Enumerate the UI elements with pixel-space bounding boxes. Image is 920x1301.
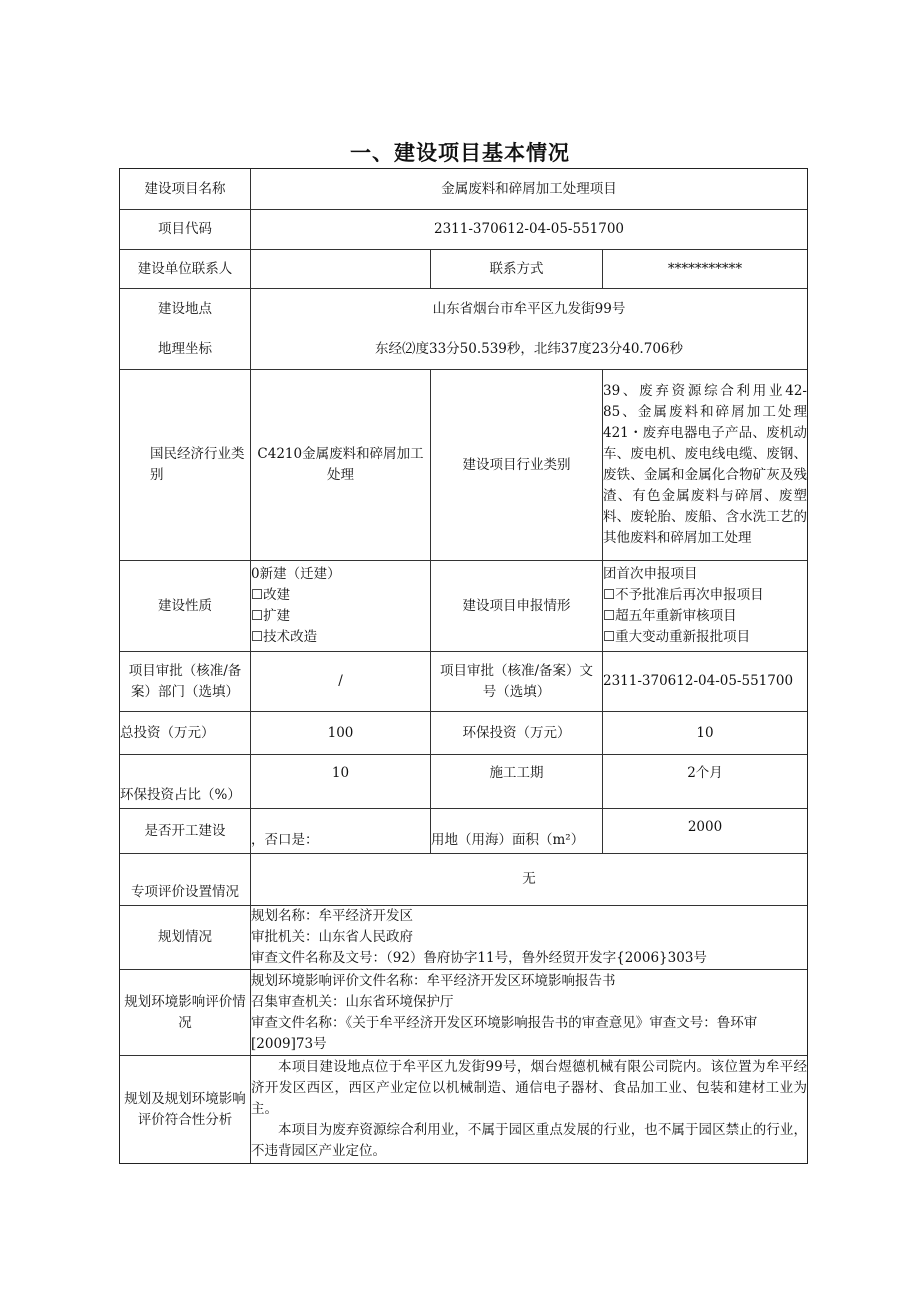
label-project-code: 项目代码: [120, 210, 251, 250]
value-approval-number: 2311-370612-04-05-551700: [603, 652, 807, 712]
value-coordinates: 东经⑵度33分50.539秒，北纬37度23分40.706秒: [374, 340, 683, 357]
page-title: 一、建设项目基本情况: [350, 141, 570, 165]
declaration-option-five-year[interactable]: ☐超五年重新审核项目: [603, 608, 737, 624]
value-contact-method: ***********: [603, 250, 807, 289]
declaration-type-options: [603, 561, 807, 652]
label-national-industry: 国民经济行业类别: [120, 370, 251, 561]
label-started: 是否开工建设: [120, 809, 251, 854]
label-construction-nature: 建设性质: [120, 561, 251, 652]
declaration-option-major-change[interactable]: ☐重大变动重新报批项目: [603, 629, 751, 645]
label-env-ratio: 环保投资占比（%）: [120, 755, 251, 809]
label-coordinates: 地理坐标: [158, 340, 212, 357]
planning-document: 审查文件名称及文号：（92）鲁府协字11号，鲁外经贸开发字{2006}303号: [251, 950, 707, 966]
construction-nature-options: [251, 561, 431, 652]
label-env-investment: 环保投资（万元）: [431, 712, 603, 755]
label-contact-method: 联系方式: [431, 250, 603, 289]
planning-authority: 审批机关：山东省人民政府: [251, 929, 413, 945]
label-declaration-type: 建设项目申报情形: [431, 561, 603, 652]
value-special-evaluation: 无: [251, 854, 807, 906]
label-construction-period: 施工工期: [431, 755, 603, 809]
value-contact-person: [251, 250, 431, 289]
value-project-code: 2311-370612-04-05-551700: [251, 210, 807, 250]
value-planning-eia: [251, 970, 807, 1056]
label-planning-eia: 规划环境影响评价情况: [120, 970, 251, 1056]
planning-name: 规划名称：牟平经济开发区: [251, 908, 413, 924]
value-approval-dept: /: [251, 652, 431, 712]
label-location: 建设地点: [158, 300, 212, 317]
analysis-paragraph-industry: 本项目为废弃资源综合利用业，不属于园区重点发展的行业，也不属于园区禁止的行业，不违背园区产业定位。: [251, 1122, 807, 1159]
nature-option-new[interactable]: 0新建（迁建）: [251, 566, 341, 582]
value-land-area: 2000: [603, 809, 807, 854]
eia-report-name: 规划环境影响评价文件名称：牟平经济开发区环境影响报告书: [251, 972, 616, 989]
label-compliance-analysis: 规划及规划环境影响评价符合性分析: [120, 1056, 251, 1163]
label-location-block: [120, 289, 251, 370]
value-planning: [251, 906, 807, 970]
value-project-industry: 39、废弃资源综合利用业42-85、金属废料和碎屑加工处理421・废弃电器电子产品、废机动车、废电机、废电线电缆、废钢、废铁、金属和金属化合物矿灰及残渣、有色金属废料与碎屑、废塑料、废轮胎、废船、含水洗工艺的其他废料和碎屑加工处理: [603, 370, 807, 561]
analysis-paragraph-location: 本项目建设地点位于牟平区九发街99号，烟台煜德机械有限公司院内。该位置为牟平经济开发区西区，西区产业定位以机械制造、通信电子器材、食品加工业、包装和建材工业为主。: [251, 1059, 807, 1117]
declaration-option-first[interactable]: 团首次申报项目: [603, 566, 698, 582]
eia-review-authority: 召集审查机关：山东省环境保护厅: [251, 993, 454, 1010]
value-env-ratio: 10: [251, 755, 431, 809]
value-national-industry: C4210金属废料和碎屑加工处理: [251, 370, 431, 561]
label-contact-person: 建设单位联系人: [120, 250, 251, 289]
label-project-name: 建设项目名称: [120, 169, 251, 210]
value-location: 山东省烟台市牟平区九发街99号: [432, 300, 626, 317]
value-started[interactable]: ，否口是：: [251, 809, 431, 854]
value-compliance-analysis: [251, 1056, 807, 1163]
eia-review-document: 审查文件名称：《关于牟平经济开发区环境影响报告书的审查意见》审查文号：鲁环审[2009]73号: [251, 1014, 758, 1052]
basic-info-table: [119, 168, 808, 1164]
value-location-block: [251, 289, 807, 370]
label-planning: 规划情况: [120, 906, 251, 970]
value-env-investment: 10: [603, 712, 807, 755]
label-project-industry: 建设项目行业类别: [431, 370, 603, 561]
value-project-name: 金属废料和碎屑加工处理项目: [251, 169, 807, 210]
label-approval-number: 项目审批（核准/备案）文号（选填）: [431, 652, 603, 712]
value-construction-period: 2个月: [603, 755, 807, 809]
label-land-area: 用地（用海）面积（m²）: [431, 809, 603, 854]
declaration-option-resubmit[interactable]: ☐不予批准后再次申报项目: [603, 587, 764, 603]
value-total-investment: 100: [251, 712, 431, 755]
nature-option-rebuild[interactable]: ☐改建: [251, 587, 291, 603]
nature-option-tech[interactable]: ☐技术改造: [251, 629, 318, 645]
label-special-evaluation: 专项评价设置情况: [120, 854, 251, 906]
label-approval-dept: 项目审批（核准/备案）部门（选填）: [120, 652, 251, 712]
nature-option-expand[interactable]: ☐扩建: [251, 608, 291, 624]
label-total-investment: 总投资（万元）: [120, 712, 251, 755]
